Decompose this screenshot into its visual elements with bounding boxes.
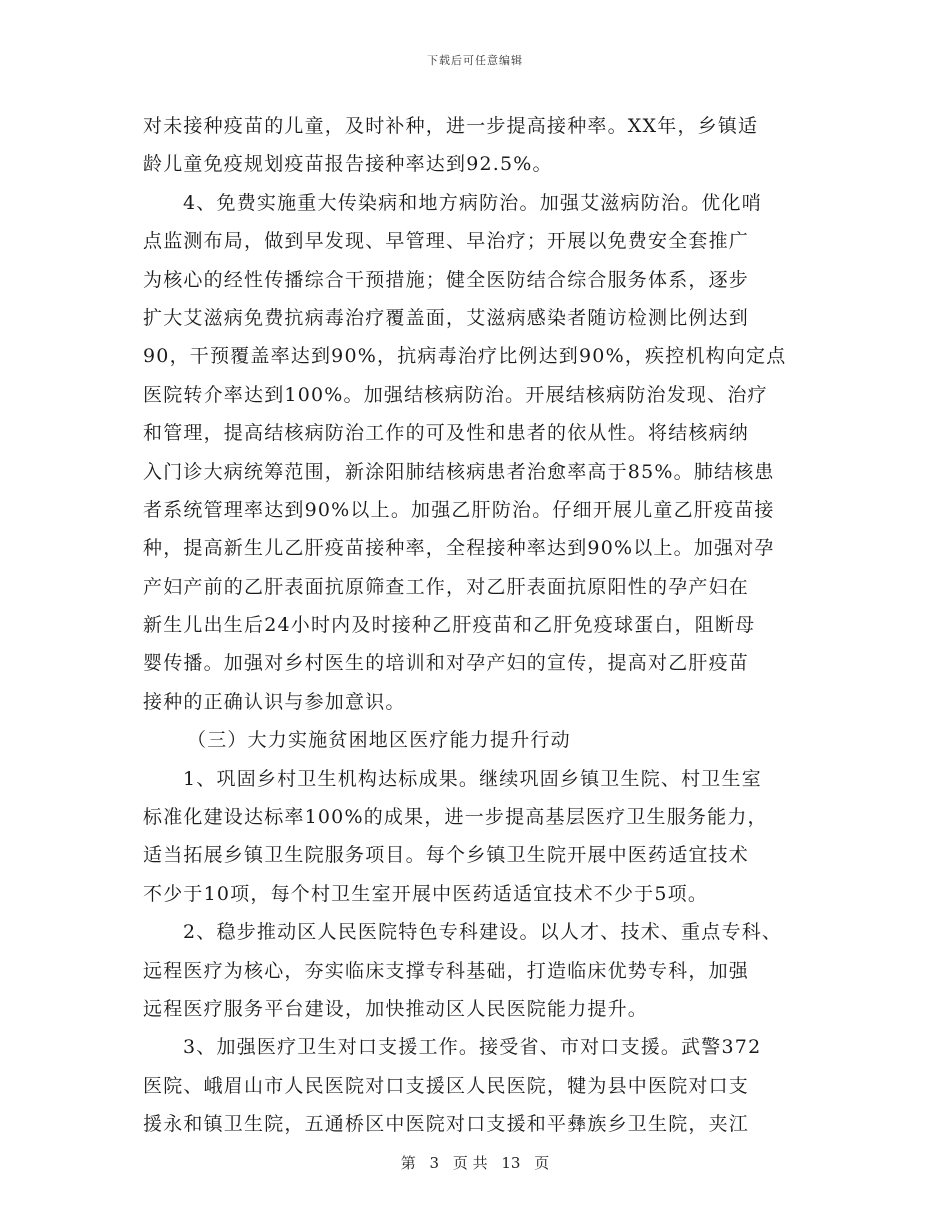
text-line: 婴传播。加强对乡村医生的培训和对孕产妇的宣传，提高对乙肝疫苗 [143, 652, 750, 675]
text-line: 产妇产前的乙肝表面抗原筛查工作，对乙肝表面抗原阳性的孕产妇在 [143, 575, 750, 598]
text-line: 接种的正确认识与参加意识。 [143, 690, 406, 713]
text-line: 2、稳步推动区人民医院特色专科建设。以人才、技术、重点专科、 [183, 921, 783, 944]
footer-total-pages: 13 [501, 1154, 521, 1172]
text-line: 医院、峨眉山市人民医院对口支援区人民医院，犍为县中医院对口支 [143, 1074, 750, 1097]
text-line: 入门诊大病统筹范围，新涂阳肺结核病患者治愈率高于85%。肺结核患 [143, 460, 775, 483]
footer-mid: 页 共 [452, 1154, 488, 1172]
text-line: 远程医疗服务平台建设，加快推动区人民医院能力提升。 [143, 997, 649, 1020]
document-body [143, 107, 813, 1144]
text-line: 适当拓展乡镇卫生院服务项目。每个乡镇卫生院开展中医药适宜技术 [143, 844, 750, 867]
text-line: 点监测布局，做到早发现、早管理、早治疗；开展以免费安全套推广 [143, 230, 750, 253]
footer-prefix: 第 [400, 1154, 416, 1172]
page-header: 下载后可任意编辑 [427, 54, 523, 67]
text-line: 为核心的经性传播综合干预措施；健全医防结合综合服务体系，逐步 [143, 268, 750, 291]
text-line: 者系统管理率达到90%以上。加强乙肝防治。仔细开展儿童乙肝疫苗接 [143, 498, 775, 521]
text-line: 援永和镇卫生院，五通桥区中医院对口支援和平彝族乡卫生院，夹江 [143, 1113, 750, 1136]
page-footer [0, 1152, 950, 1173]
text-line: 医院转介率达到100%。加强结核病防治。开展结核病防治发现、治疗 [143, 383, 768, 406]
text-line: 1、巩固乡村卫生机构达标成果。继续巩固乡镇卫生院、村卫生室 [183, 767, 762, 790]
text-line: 新生儿出生后24小时内及时接种乙肝疫苗和乙肝免疫球蛋白，阻断母 [143, 614, 756, 637]
text-line: 种，提高新生儿乙肝疫苗接种率，全程接种率达到90%以上。加强对孕 [143, 537, 775, 560]
text-line: 远程医疗为核心，夯实临床支撑专科基础，打造临床优势专科，加强 [143, 959, 750, 982]
text-line: 4、免费实施重大传染病和地方病防治。加强艾滋病防治。优化哨 [183, 191, 762, 214]
text-line: 3、加强医疗卫生对口支援工作。接受省、市对口支援。武警372 [183, 1036, 762, 1059]
text-line: 不少于10项，每个村卫生室开展中医药适适宜技术不少于5项。 [143, 882, 709, 905]
footer-page-number: 3 [429, 1154, 440, 1172]
text-line: 标准化建设达标率100%的成果，进一步提高基层医疗卫生服务能力， [143, 806, 768, 829]
text-line: 龄儿童免疫规划疫苗报告接种率达到92.5%。 [143, 153, 553, 176]
text-line: 对未接种疫苗的儿童，及时补种，进一步提高接种率。XX年，乡镇适 [143, 115, 759, 137]
footer-suffix: 页 [534, 1154, 550, 1172]
text-line: 90，干预覆盖率达到90%，抗病毒治疗比例达到90%，疾控机构向定点 [143, 345, 787, 368]
section-heading: （三）大力实施贫困地区医疗能力提升行动 [187, 729, 571, 752]
text-line: 和管理，提高结核病防治工作的可及性和患者的依从性。将结核病纳 [143, 422, 750, 445]
text-line: 扩大艾滋病免费抗病毒治疗覆盖面，艾滋病感染者随访检测比例达到 [143, 306, 750, 329]
